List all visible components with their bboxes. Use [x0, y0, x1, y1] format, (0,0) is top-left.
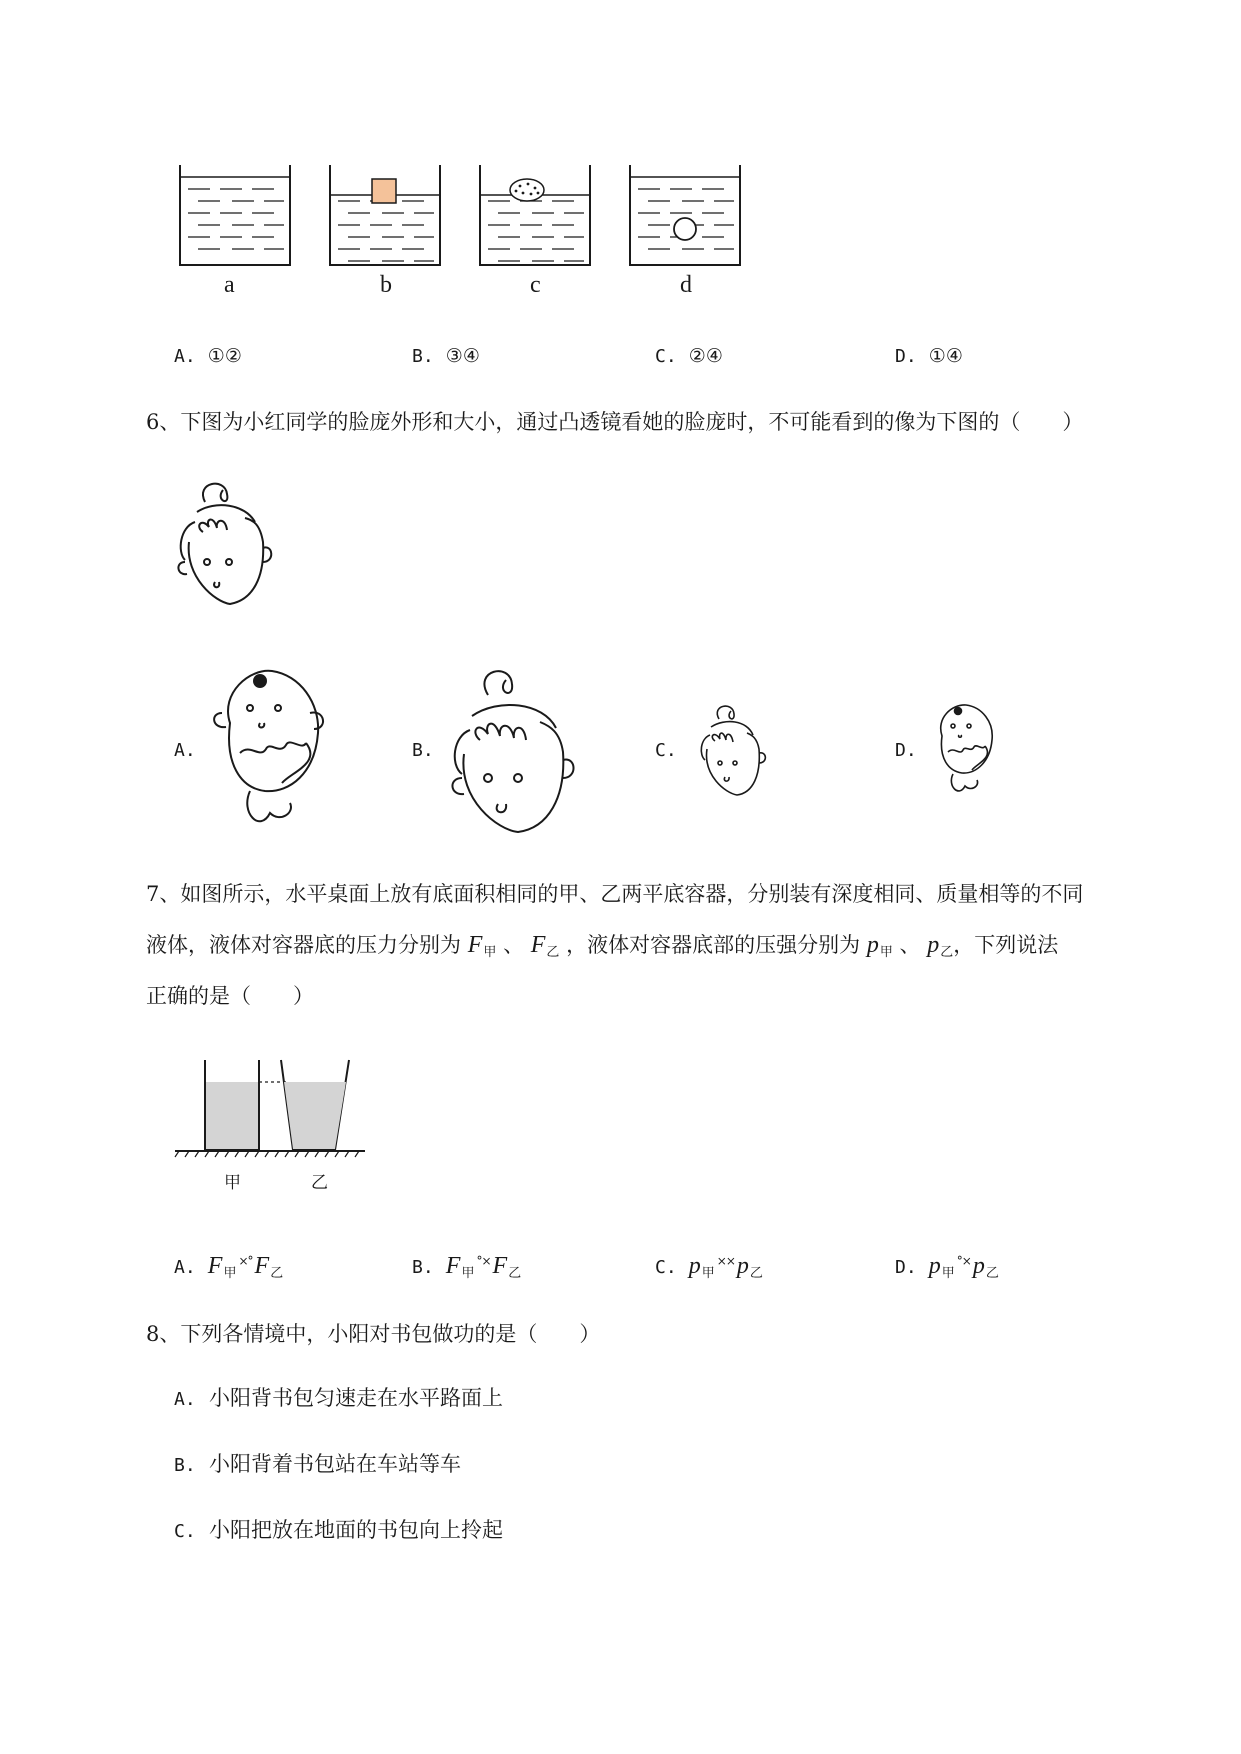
option-var-right: F	[492, 1253, 508, 1279]
q5-option-c[interactable]	[655, 342, 723, 371]
beaker-b	[330, 165, 440, 265]
q8-option-c[interactable]	[174, 1516, 503, 1546]
face-rotated-large-a[interactable]	[210, 663, 330, 833]
q7-option-c[interactable]	[655, 1247, 763, 1288]
option-label: A.	[174, 1389, 196, 1410]
option-text: 小阳背着书包站在车站等车	[209, 1452, 462, 1476]
beaker-d	[630, 165, 740, 265]
relation-glyph: °×	[956, 1254, 971, 1268]
q8-option-b[interactable]	[174, 1450, 461, 1480]
option-label: A.	[174, 740, 196, 761]
option-label: C.	[174, 1521, 196, 1542]
q5-option-a[interactable]	[174, 342, 242, 371]
option-var-left: F	[207, 1253, 223, 1279]
container-label-yi: 乙	[311, 1173, 328, 1193]
option-label: A.	[174, 346, 196, 367]
option-label: C.	[655, 1257, 677, 1278]
containers-figure	[175, 1060, 375, 1180]
separator: 、	[503, 933, 525, 957]
q6-option-a[interactable]	[174, 736, 196, 765]
q7-stem-part-b: ，液体对容器底部的压强分别为	[566, 933, 861, 957]
q6-stem: 6、下图为小红同学的脸庞外形和大小，通过凸透镜看她的脸庞时，不可能看到的像为下图的（ ）	[146, 410, 1084, 434]
face-upright-large-b[interactable]	[448, 670, 578, 835]
q7-option-a[interactable]	[174, 1247, 283, 1288]
relation-glyph: °×	[476, 1254, 491, 1268]
relation-glyph: ××	[716, 1254, 735, 1268]
option-label: B.	[412, 1257, 434, 1278]
sub-yi: 乙	[985, 1266, 999, 1281]
q8-stem: 8、下列各情境中，小阳对书包做功的是（ ）	[146, 1322, 601, 1346]
sub-yi: 乙	[749, 1266, 763, 1281]
q6-option-c[interactable]	[655, 736, 677, 765]
option-label: D.	[895, 1257, 917, 1278]
q7-stem-part-a: 液体，液体对容器底的压力分别为	[146, 933, 461, 957]
var-F-yi: F	[530, 932, 546, 958]
sub-jia: 甲	[223, 1266, 237, 1281]
beaker-a	[180, 165, 290, 265]
q7-option-b[interactable]	[412, 1247, 521, 1288]
sub-jia: 甲	[701, 1266, 715, 1281]
floating-block	[372, 179, 396, 203]
option-var-right: p	[972, 1253, 985, 1279]
option-label: C.	[655, 740, 677, 761]
q5-option-b[interactable]	[412, 342, 480, 371]
sub-yi: 乙	[546, 945, 560, 960]
container-label-jia: 甲	[224, 1173, 241, 1193]
sub-yi: 乙	[940, 945, 954, 960]
option-text: ③④	[445, 345, 480, 367]
option-var-left: p	[688, 1253, 701, 1279]
sub-yi: 乙	[508, 1266, 522, 1281]
q7-stem-line1: 7、如图所示，水平桌面上放有底面积相同的甲、乙两平底容器，分别装有深度相同、质量相等的不同	[146, 882, 1084, 906]
option-label: B.	[412, 346, 434, 367]
sub-jia: 甲	[879, 945, 893, 960]
sub-jia: 甲	[483, 945, 497, 960]
q5-option-d[interactable]	[895, 342, 963, 371]
suspended-ball	[674, 218, 696, 240]
option-var-right: p	[736, 1253, 749, 1279]
sub-jia: 甲	[941, 1266, 955, 1281]
q8-option-a[interactable]	[174, 1384, 503, 1414]
option-text: 小阳背书包匀速走在水平路面上	[209, 1386, 504, 1410]
q7-stem-line2	[146, 929, 1146, 969]
var-F-jia: F	[467, 932, 483, 958]
beaker-label-b: b	[380, 272, 392, 298]
beakers-figure	[170, 160, 770, 290]
q7-stem-part-c: ，下列说法	[953, 933, 1059, 957]
option-text: ①②	[207, 345, 242, 367]
beaker-c	[480, 165, 590, 265]
q6-option-b[interactable]	[412, 736, 434, 765]
beaker-label-d: d	[680, 272, 692, 298]
sub-yi: 乙	[270, 1266, 284, 1281]
option-label: B.	[174, 1455, 196, 1476]
face-rotated-small-d[interactable]	[930, 700, 1000, 800]
separator: 、	[899, 933, 921, 957]
sub-jia: 甲	[461, 1266, 475, 1281]
face-original-figure	[175, 482, 275, 612]
option-label: A.	[174, 1257, 196, 1278]
option-text: 小阳把放在地面的书包向上拎起	[209, 1518, 504, 1542]
var-p-yi: p	[927, 932, 940, 958]
beaker-label-c: c	[530, 272, 541, 298]
relation-glyph: ×°	[238, 1254, 253, 1268]
option-var-right: F	[254, 1253, 270, 1279]
option-var-left: F	[445, 1253, 461, 1279]
option-text: ①④	[928, 345, 963, 367]
var-p-jia: p	[866, 932, 879, 958]
q7-option-d[interactable]	[895, 1247, 999, 1288]
option-text: ②④	[688, 345, 723, 367]
face-upright-small-c[interactable]	[697, 705, 767, 800]
option-label: D.	[895, 740, 917, 761]
beaker-label-a: a	[224, 272, 235, 298]
option-label: D.	[895, 346, 917, 367]
option-var-left: p	[928, 1253, 941, 1279]
option-label: B.	[412, 740, 434, 761]
option-label: C.	[655, 346, 677, 367]
q7-stem-line3: 正确的是（ ）	[146, 984, 314, 1008]
q6-option-d[interactable]	[895, 736, 917, 765]
